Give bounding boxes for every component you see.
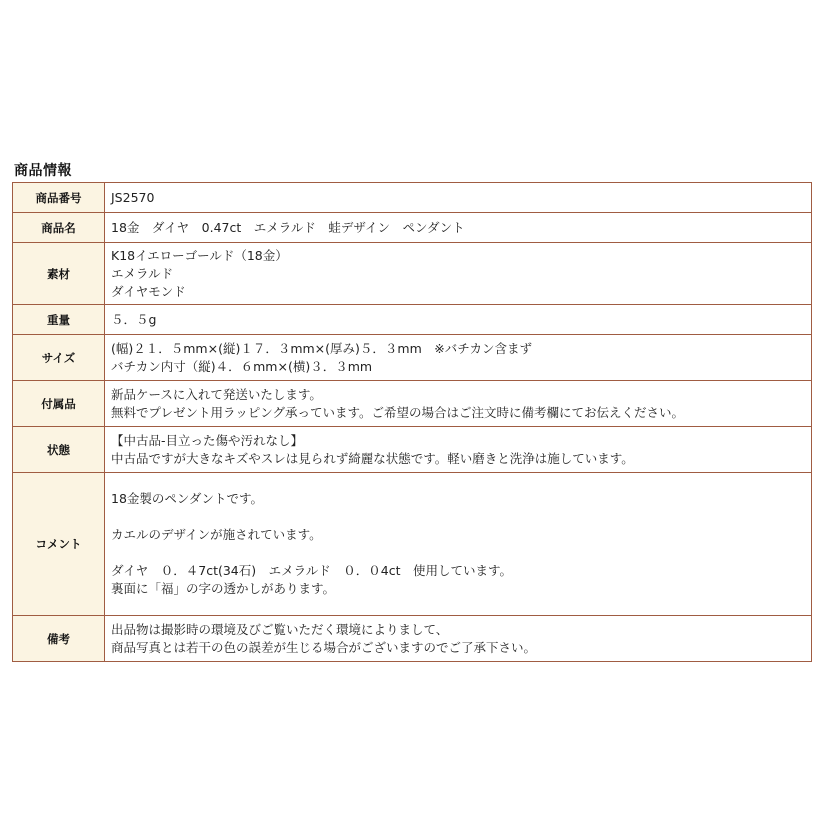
value-line: 中古品ですが大きなキズやスレは見られず綺麗な状態です。軽い磨きと洗浄は施しています。 xyxy=(111,450,634,466)
product-info-table xyxy=(12,182,812,662)
label-remarks: 備考 xyxy=(13,616,105,662)
value-line: 無料でプレゼント用ラッピング承っています。ご希望の場合はご注文時に備考欄にてお伝えください。 xyxy=(111,404,685,420)
value-line: JS2570 xyxy=(111,189,155,205)
value-product-number xyxy=(105,183,812,213)
label-size: サイズ xyxy=(13,335,105,381)
label-product-number: 商品番号 xyxy=(13,183,105,213)
value-line: (幅)２１．５mm×(縦)１７．３mm×(厚み)５．３mm ※バチカン含まず xyxy=(111,340,532,356)
row-size xyxy=(13,335,812,381)
value-line: 商品写真とは若干の色の誤差が生じる場合がございますのでご了承下さい。 xyxy=(111,639,537,655)
value-line: K18イエローゴールド（18金） xyxy=(111,247,288,263)
row-material xyxy=(13,243,812,305)
section-title: 商品情報 xyxy=(14,163,72,179)
row-accessories xyxy=(13,381,812,427)
label-accessories: 付属品 xyxy=(13,381,105,427)
value-condition xyxy=(105,427,812,473)
value-line: エメラルド xyxy=(111,265,174,281)
row-weight xyxy=(13,305,812,335)
value-line: 【中古品-目立った傷や汚れなし】 xyxy=(111,432,304,448)
row-condition xyxy=(13,427,812,473)
value-line: 裏面に「福」の字の透かしがあります。 xyxy=(111,581,336,596)
label-material: 素材 xyxy=(13,243,105,305)
value-line: カエルのデザインが施されています。 xyxy=(111,527,322,542)
row-remarks xyxy=(13,616,812,662)
value-weight xyxy=(105,305,812,335)
row-comment xyxy=(13,473,812,616)
blank-line xyxy=(111,544,805,562)
value-comment xyxy=(105,473,812,616)
value-accessories xyxy=(105,381,812,427)
value-product-name xyxy=(105,213,812,243)
blank-line xyxy=(111,508,805,526)
row-product-name xyxy=(13,213,812,243)
value-size xyxy=(105,335,812,381)
value-line: ダイヤ ０．４7ct(34石) エメラルド ０．０4ct 使用しています。 xyxy=(111,563,512,578)
label-product-name: 商品名 xyxy=(13,213,105,243)
value-line: 出品物は撮影時の環境及びご覧いただく環境によりまして、 xyxy=(111,621,449,637)
label-comment: コメント xyxy=(13,473,105,616)
value-material xyxy=(105,243,812,305)
label-weight: 重量 xyxy=(13,305,105,335)
value-line: 18金 ダイヤ 0.47ct エメラルド 蛙デザイン ペンダント xyxy=(111,219,465,235)
value-line: バチカン内寸（縦)４．６mm×(横)３．３mm xyxy=(111,358,373,374)
row-product-number xyxy=(13,183,812,213)
label-condition: 状態 xyxy=(13,427,105,473)
value-remarks xyxy=(105,616,812,662)
value-line: ダイヤモンド xyxy=(111,283,186,299)
value-line: ５．５g xyxy=(111,311,157,327)
value-line: 18金製のペンダントです。 xyxy=(111,491,264,506)
value-line: 新品ケースに入れて発送いたします。 xyxy=(111,386,322,402)
